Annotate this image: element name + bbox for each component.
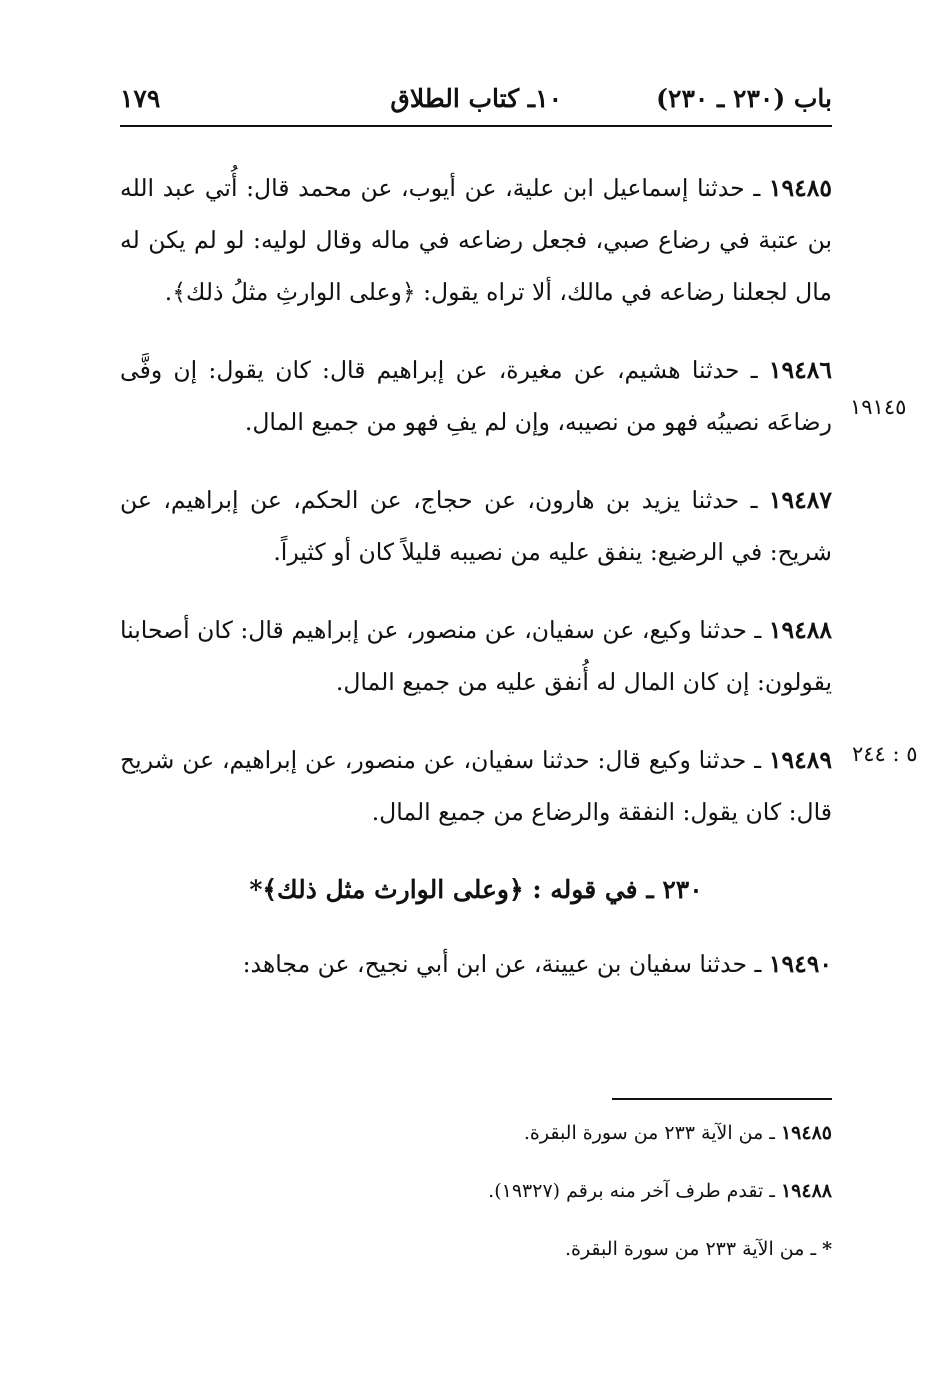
section-title: ٢٣٠ ـ في قوله : ﴿وعلى الوارث مثل ذلك﴾* [249, 875, 703, 904]
hadith-number: ١٩٤٨٧ [768, 486, 832, 514]
footnotes [300, 1118, 832, 1292]
hadith-number: ١٩٤٩٠ [768, 950, 832, 978]
main-text [120, 162, 832, 1016]
footnote-rule [612, 1098, 832, 1100]
footnote-text: من الآية ٢٣٣ من سورة البقرة. [564, 1238, 805, 1260]
book-title: ١٠ـ كتاب الطلاق [390, 84, 562, 113]
footnote: ١٩٤٨٨ ـ تقدم طرف آخر منه برقم (١٩٣٢٧). [488, 1180, 832, 1202]
hadith-number: ١٩٤٨٦ [768, 356, 832, 384]
margin-note-volume-page: ٥ : ٢٤٤ [852, 742, 918, 766]
page-header [120, 84, 832, 124]
hadith-paragraph: ١٩٤٩٠ ـ حدثنا سفيان بن عيينة، عن ابن أبي نجيح، عن مجاهد: [242, 950, 832, 978]
page-number: ١٧٩ [120, 84, 161, 113]
footnote-marker: ١٩٤٨٨ [780, 1180, 832, 1202]
hadith-number: ١٩٤٨٨ [768, 616, 832, 644]
hadith-number: ١٩٤٨٩ [768, 746, 832, 774]
footnote-marker: * [822, 1238, 832, 1260]
margin-note-cross-reference: ١٩١٤٥ [850, 395, 907, 419]
chapter-range: باب (٢٣٠ ـ ٢٣٠) [656, 84, 832, 113]
hadith-text: حدثنا يزيد بن هارون، عن حجاج، عن الحكم، عن إبراهيم، عن شريح: في الرضيع: ينفق عليه من نصيبه قليلاً كان أو كثيراً. [120, 486, 832, 566]
hadith-paragraph: ١٩٤٨٥ ـ حدثنا إسماعيل ابن علية، عن أيوب، عن محمد قال: أُتي عبد الله بن عتبة في رضاع صبي، فجعل رضاعه في ماله وقال لوليه: لو لم يكن له مال لجعلنا رضاعه في مالك، ألا تراه يقول: ﴿وعلى الوارثِ مثلُ ذلك﴾. [120, 174, 832, 306]
hadith-paragraph: ١٩٤٨٩ ـ حدثنا وكيع قال: حدثنا سفيان، عن منصور، عن إبراهيم، عن شريح قال: كان يقول: النفقة والرضاع من جميع المال. [120, 746, 832, 826]
hadith-text: حدثنا وكيع قال: حدثنا سفيان، عن منصور، عن إبراهيم، عن شريح قال: كان يقول: النفقة والرضاع من جميع المال. [120, 746, 832, 826]
hadith-paragraph: ١٩٤٨٧ ـ حدثنا يزيد بن هارون، عن حجاج، عن الحكم، عن إبراهيم، عن شريح: في الرضيع: ينفق عليه من نصيبه قليلاً كان أو كثيراً. [120, 486, 832, 566]
footnote-text: من الآية ٢٣٣ من سورة البقرة. [523, 1122, 764, 1144]
hadith-text: حدثنا هشيم، عن مغيرة، عن إبراهيم قال: كان يقول: إن وفَّى رضاعَه نصيبُه فهو من نصيبه، وإن لم يفِ فهو من جميع المال. [120, 356, 832, 436]
hadith-paragraph: ١٩٤٨٦ ـ حدثنا هشيم، عن مغيرة، عن إبراهيم قال: كان يقول: إن وفَّى رضاعَه نصيبُه فهو من نصيبه، وإن لم يفِ فهو من جميع المال. [120, 356, 832, 436]
footnote: * ـ من الآية ٢٣٣ من سورة البقرة. [564, 1238, 832, 1260]
footnote-marker: ١٩٤٨٥ [780, 1122, 832, 1144]
hadith-text: حدثنا إسماعيل ابن علية، عن أيوب، عن محمد قال: أُتي عبد الله بن عتبة في رضاع صبي، فجعل رضاعه في ماله وقال لوليه: لو لم يكن له مال لجعلنا رضاعه في مالك، ألا تراه يقول: ﴿وعلى الوارثِ مثلُ ذلك﴾. [120, 174, 832, 306]
footnote-text: تقدم طرف آخر منه برقم (١٩٣٢٧). [488, 1180, 764, 1202]
hadith-text: حدثنا سفيان بن عيينة، عن ابن أبي نجيح، عن مجاهد: [242, 950, 748, 978]
header-rule [120, 125, 832, 127]
hadith-paragraph: ١٩٤٨٨ ـ حدثنا وكيع، عن سفيان، عن منصور، عن إبراهيم قال: كان أصحابنا يقولون: إن كان المال له أُنفق عليه من جميع المال. [120, 616, 832, 696]
hadith-number: ١٩٤٨٥ [768, 174, 832, 202]
hadith-text: حدثنا وكيع، عن سفيان، عن منصور، عن إبراهيم قال: كان أصحابنا يقولون: إن كان المال له أُنفق عليه من جميع المال. [120, 616, 832, 696]
footnote: ١٩٤٨٥ ـ من الآية ٢٣٣ من سورة البقرة. [523, 1122, 832, 1144]
